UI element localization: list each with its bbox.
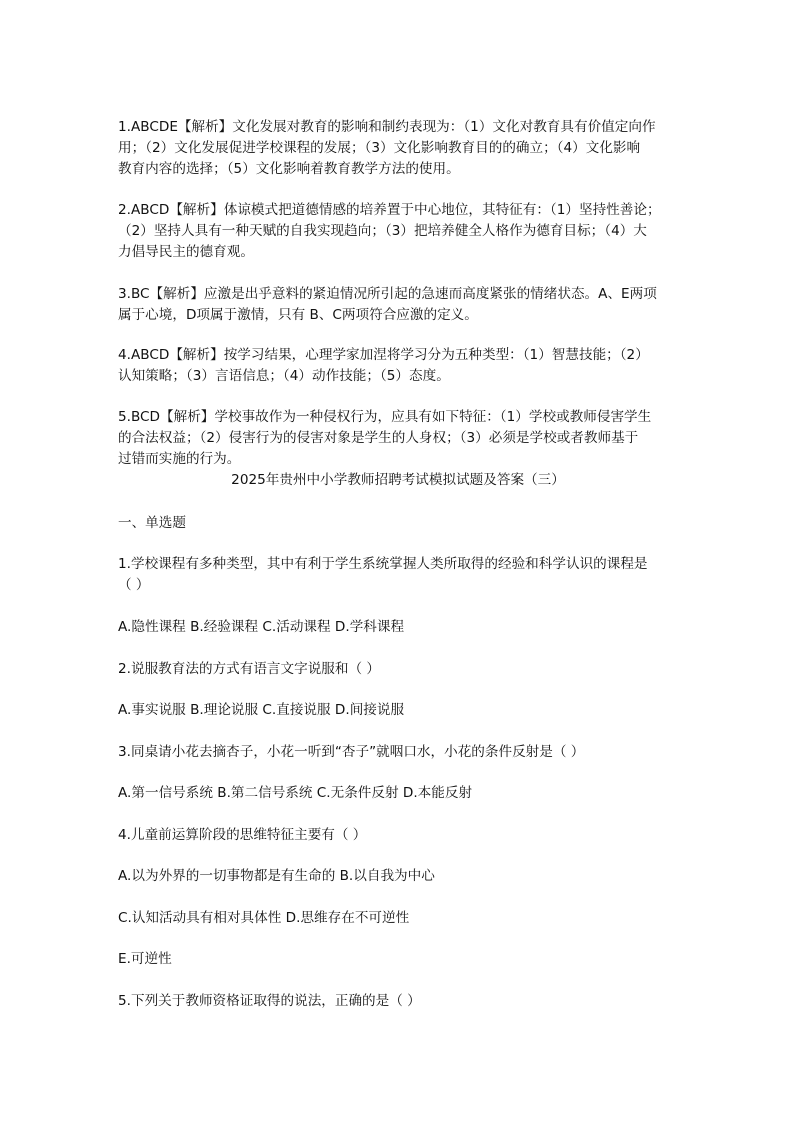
answer-3 — [118, 284, 678, 326]
question-4-options-ab — [118, 866, 678, 887]
option-line: C.认知活动具有相对具体性 D.思维存在不可逆性 — [118, 910, 410, 926]
option-line: E.可逆性 — [118, 951, 172, 967]
option-line: A.事实说服 B.理论说服 C.直接说服 D.间接说服 — [118, 702, 405, 718]
question-4-option-e — [118, 949, 678, 970]
answer-line: 教育内容的选择；（5）文化影响着教育教学方法的使用。 — [118, 161, 460, 177]
answer-line: 4.ABCD【解析】按学习结果，心理学家加涅将学习分为五种类型：（1）智慧技能；（2） — [118, 347, 649, 363]
exam-title: 2025年贵州中小学教师招聘考试模拟试题及答案（三） — [231, 472, 565, 488]
question-line: （ ） — [118, 577, 150, 593]
question-4 — [118, 825, 678, 846]
answer-line: 的合法权益；（2）侵害行为的侵害对象是学生的人身权；（3）必须是学校或者教师基于 — [118, 430, 639, 446]
section-heading — [118, 513, 678, 534]
answer-line: 3.BC【解析】应激是出乎意料的紧迫情况所引起的急速而高度紧张的情绪状态。A、E两项 — [118, 286, 657, 302]
answer-line: 力倡导民主的德育观。 — [118, 244, 254, 260]
question-line: 2.说服教育法的方式有语言文字说服和（ ） — [118, 661, 380, 677]
section-heading-text: 一、单选题 — [118, 515, 186, 531]
option-line: A.第一信号系统 B.第二信号系统 C.无条件反射 D.本能反射 — [118, 785, 473, 801]
answer-1 — [118, 117, 678, 180]
answer-line: （2）坚持人具有一种天赋的自我实现趋向；（3）把培养健全人格作为德育目标；（4）大 — [118, 223, 647, 239]
answer-line: 2.ABCD【解析】体谅模式把道德情感的培养置于中心地位，其特征有：（1）坚持性善论； — [118, 202, 661, 218]
answer-line: 1.ABCDE【解析】文化发展对教育的影响和制约表现为：（1）文化对教育具有价值定向作 — [118, 119, 656, 135]
answer-line: 5.BCD【解析】学校事故作为一种侵权行为，应具有如下特征：（1）学校或教师侵害学生 — [118, 409, 652, 425]
question-5 — [118, 991, 678, 1012]
question-line: 4.儿童前运算阶段的思维特征主要有（ ） — [118, 827, 367, 843]
question-line: 5.下列关于教师资格证取得的说法，正确的是（ ） — [118, 993, 421, 1009]
question-4-options-cd — [118, 908, 678, 929]
answer-2 — [118, 200, 678, 263]
question-3-options — [118, 783, 678, 804]
option-line: A.以为外界的一切事物都是有生命的 B.以自我为中心 — [118, 868, 435, 884]
option-line: A.隐性课程 B.经验课程 C.活动课程 D.学科课程 — [118, 619, 405, 635]
answer-5 — [118, 407, 678, 470]
question-line: 3.同桌请小花去摘杏子，小花一听到“杏子”就咽口水，小花的条件反射是（ ） — [118, 744, 585, 760]
answer-line: 过错而实施的行为。 — [118, 451, 241, 467]
answer-4 — [118, 345, 678, 387]
answer-line: 认知策略；（3）言语信息；（4）动作技能；（5）态度。 — [118, 368, 450, 384]
question-2 — [118, 659, 678, 680]
answer-line: 用；（2）文化发展促进学校课程的发展；（3）文化影响教育目的的确立；（4）文化影响 — [118, 140, 641, 156]
question-line: 1.学校课程有多种类型，其中有利于学生系统掌握人类所取得的经验和科学认识的课程是 — [118, 556, 648, 572]
question-1 — [118, 554, 678, 596]
question-3 — [118, 742, 678, 763]
question-1-options — [118, 617, 678, 638]
answer-line: 属于心境，D项属于激情，只有 B、C两项符合应激的定义。 — [118, 307, 478, 323]
question-2-options — [118, 700, 678, 721]
